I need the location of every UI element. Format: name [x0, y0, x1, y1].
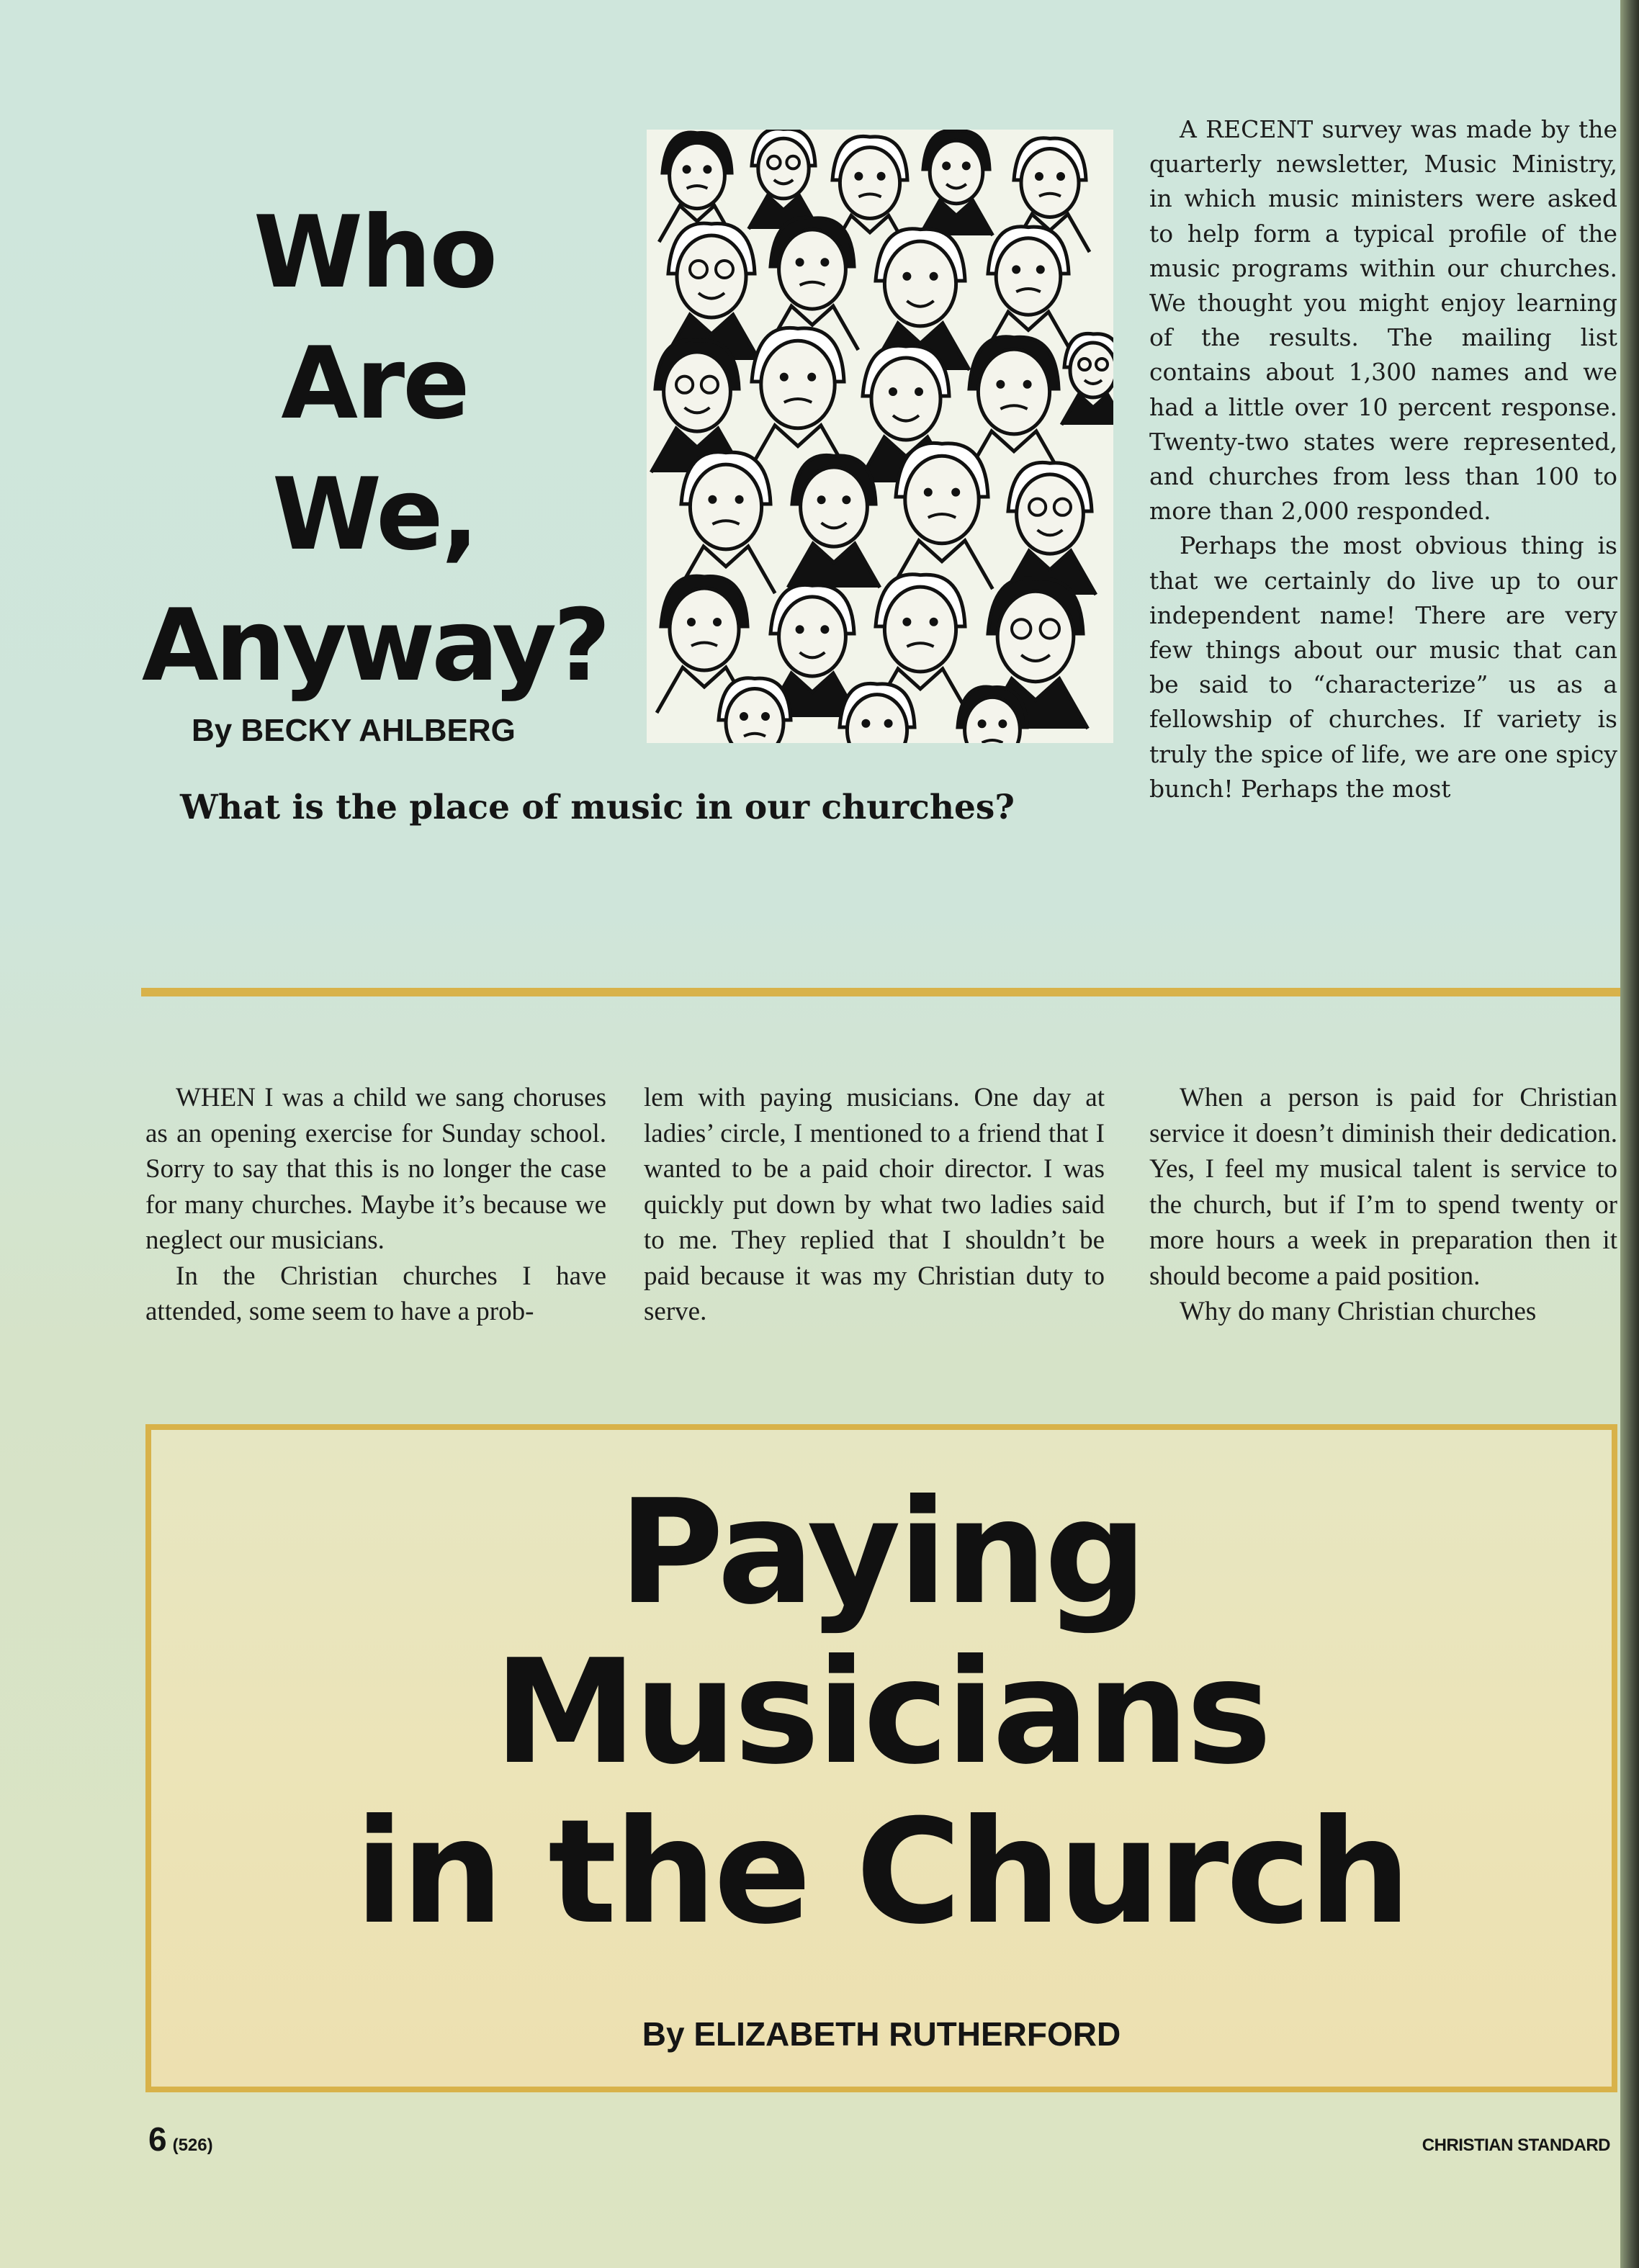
article-1-title — [137, 187, 612, 711]
crowd-face — [747, 328, 849, 474]
article-2-paragraph: Why do many Christian churches — [1180, 1297, 1537, 1326]
article-2-paragraph: In the Christian churches I have attended, some seem to have a prob- — [145, 1261, 606, 1326]
crowd-illustration-drawing — [647, 130, 1113, 743]
article-1-body — [1149, 112, 1617, 806]
article-2-title-line: Musicians — [493, 1629, 1270, 1796]
crowd-face — [1061, 333, 1113, 425]
article-2-title — [151, 1469, 1612, 1956]
article-2-title-box — [145, 1424, 1617, 2092]
crowd-face — [984, 227, 1072, 354]
crowd-face — [836, 683, 918, 743]
crowd-face — [788, 455, 880, 588]
article-1-title-line: Anyway? — [141, 588, 608, 703]
page-spine-edge — [1620, 0, 1639, 2268]
crowd-face — [664, 223, 759, 360]
crowd-illustration — [647, 130, 1113, 743]
article-1-paragraph: A RECENT survey was made by the quarterly newsletter, Music Ministry, in which music ministers were asked to help form a typical profile of the music programs within our churches. We thought you might enjoy learning of the results. The mailing list contains about 1,300 names and we had a little over 10 percent response. Twenty-two states were represented, and churches from less than 100 to more than 2,000 responded. — [1149, 115, 1617, 526]
crowd-face — [920, 130, 992, 235]
article-2-title-line: in the Church — [354, 1788, 1409, 1956]
article-2-paragraph: lem with paying musicians. One day at ladies’ circle, I mentioned to a friend that I wanted to be a paid choir director. I was quickly put down by what two ladies said to me. They replied that I shouldn’t be paid because it was my Christian duty to serve. — [644, 1083, 1105, 1326]
article-2-column-3 — [1149, 1080, 1617, 1330]
crowd-face — [715, 678, 794, 743]
article-1-title-line: We, — [271, 456, 477, 572]
article-1-title-line: Who — [253, 194, 496, 310]
article-2-paragraph: WHEN I was a child we sang choruses as an opening exercise for Sunday school. Sorry to say that this is no longer the case for many churches. Maybe it’s because we neglect our musicians. — [145, 1083, 606, 1255]
article-1-subhead: What is the place of music in our churches? — [180, 788, 1015, 827]
article-1-title-line: Are — [281, 325, 468, 441]
section-divider-rule — [141, 988, 1620, 996]
article-2-title-line: Paying — [618, 1469, 1145, 1637]
article-1-paragraph: Perhaps the most obvious thing is that we certainly do live up to our independent name! There are very few things about our music that can be said to “characterize” us as a fellowship of churches. If variety is truly the spice of life, we are one spicy bunch! Perhaps the most — [1149, 531, 1617, 803]
page-number-sub: (526) — [172, 2136, 213, 2155]
crowd-face — [892, 443, 993, 589]
publication-name: CHRISTIAN STANDARD — [1422, 2136, 1610, 2155]
crowd-face — [677, 452, 775, 593]
article-2-column-1 — [145, 1080, 606, 1330]
article-2-column-2 — [644, 1080, 1105, 1330]
article-1-byline: By BECKY AHLBERG — [192, 713, 516, 748]
page-number — [148, 2120, 213, 2159]
crowd-face — [965, 337, 1063, 478]
article-2-paragraph: When a person is paid for Christian service it doesn’t diminish their dedication. Yes, I feel my musical talent is service to the church, but if I’m to spend twenty or more hours a week in preparation then it should become a paid position. — [1149, 1083, 1617, 1291]
page-number-main: 6 — [148, 2120, 167, 2158]
crowd-face — [954, 687, 1030, 743]
crowd-face — [1004, 462, 1096, 595]
article-2-byline: By ELIZABETH RUTHERFORD — [642, 2015, 1121, 2053]
crowd-face — [749, 130, 819, 229]
